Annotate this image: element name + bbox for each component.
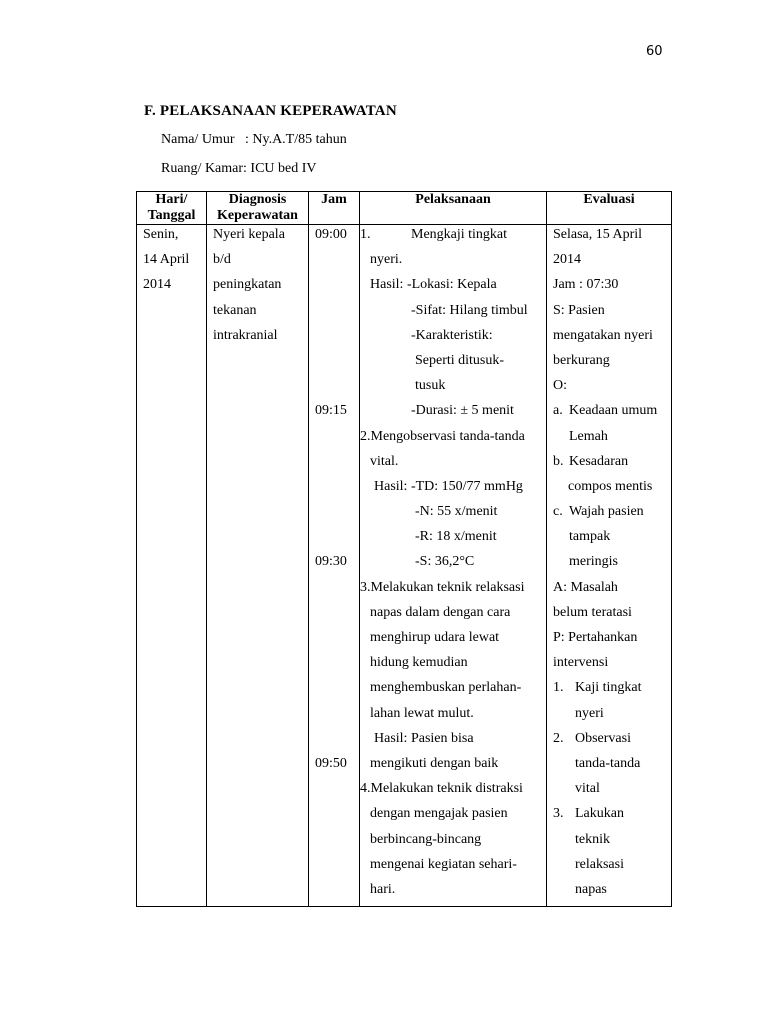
- impl-line: hidung kemudian: [370, 655, 468, 671]
- header-day: [137, 192, 207, 225]
- eval-line: Jam : 07:30: [553, 277, 619, 293]
- time-value: 09:30: [315, 554, 347, 570]
- impl-line: -Karakteristik:: [411, 327, 493, 343]
- eval-line: S: Pasien: [553, 302, 605, 318]
- impl-line: tusuk: [415, 378, 446, 394]
- diagnosis-line: peningkatan: [213, 277, 282, 293]
- impl-line: mengenai kegiatan sehari-: [370, 856, 517, 872]
- impl-line: -Durasi: ± 5 menit: [411, 403, 514, 419]
- impl-line: 2.Mengobservasi tanda-tanda: [360, 428, 525, 444]
- eval-line: tampak: [569, 529, 611, 545]
- day-line: 14 April: [143, 252, 190, 268]
- eval-line: berkurang: [553, 352, 610, 368]
- day-line: 2014: [143, 277, 171, 293]
- impl-line: vital.: [370, 453, 399, 469]
- eval-line: intervensi: [553, 655, 609, 671]
- header-diagnosis-line2: Keperawatan: [217, 208, 298, 223]
- header-diagnosis-line1: Diagnosis: [228, 192, 287, 207]
- impl-line: dengan mengajak pasien: [370, 806, 508, 822]
- time-value: 09:00: [315, 227, 347, 242]
- eval-line: napas: [575, 881, 607, 897]
- eval-line: A: Masalah: [553, 579, 618, 595]
- time-value: 09:50: [315, 755, 347, 771]
- eval-line: nyeri: [575, 705, 604, 721]
- section-title: F. PELAKSANAAN KEPERAWATAN: [144, 103, 397, 119]
- eval-line: Selasa, 15 April: [553, 227, 643, 242]
- header-implementation: Pelaksanaan: [360, 192, 547, 225]
- eval-line: Wajah pasien: [569, 504, 644, 520]
- impl-line: mengikuti dengan baik: [370, 755, 499, 771]
- impl-line: menghirup udara lewat: [370, 630, 500, 645]
- eval-line: teknik: [575, 831, 610, 847]
- impl-line: napas dalam dengan cara: [370, 604, 511, 620]
- eval-line: P: Pertahankan: [553, 630, 638, 645]
- eval-line: Observasi: [575, 730, 631, 746]
- eval-marker: b.: [553, 453, 564, 469]
- diagnosis-line: Nyeri kepala: [213, 227, 285, 242]
- eval-line: Lakukan: [575, 806, 624, 822]
- eval-marker: a.: [553, 403, 563, 419]
- eval-line: tanda-tanda: [575, 755, 641, 771]
- day-line: Senin,: [143, 227, 179, 242]
- eval-marker: 1.: [553, 680, 564, 696]
- day-cell: [137, 225, 207, 907]
- impl-line: -R: 18 x/menit: [415, 529, 497, 545]
- eval-line: meringis: [569, 554, 618, 570]
- impl-line: nyeri.: [370, 252, 403, 268]
- header-evaluation: Evaluasi: [547, 192, 672, 225]
- eval-line: Kesadaran: [569, 453, 629, 469]
- impl-line: Hasil: -TD: 150/77 mmHg: [374, 478, 523, 494]
- impl-line: -N: 55 x/menit: [415, 504, 498, 520]
- table-header-row: [137, 192, 672, 225]
- eval-line: compos mentis: [568, 478, 653, 494]
- impl-line: Seperti ditusuk-: [415, 352, 505, 368]
- eval-line: relaksasi: [575, 856, 624, 872]
- evaluation-cell: [547, 225, 672, 907]
- diagnosis-line: tekanan: [213, 302, 257, 318]
- diagnosis-line: b/d: [213, 252, 231, 268]
- patient-name-line: Nama/ Umur : Ny.A.T/85 tahun: [161, 132, 347, 147]
- impl-line: 4.Melakukan teknik distraksi: [360, 781, 523, 797]
- impl-line: 3.Melakukan teknik relaksasi: [360, 579, 525, 595]
- header-time: Jam: [309, 192, 360, 225]
- eval-marker: 2.: [553, 730, 564, 746]
- impl-line: menghembuskan perlahan-: [370, 680, 522, 696]
- implementation-cell: [360, 225, 547, 907]
- page-number: 60: [646, 44, 663, 59]
- eval-line: Keadaan umum: [569, 403, 658, 419]
- eval-line: 2014: [553, 252, 581, 268]
- impl-line: Hasil: -Lokasi: Kepala: [370, 277, 497, 293]
- nursing-implementation-table: [136, 191, 672, 907]
- time-value: 09:15: [315, 403, 347, 419]
- eval-line: belum teratasi: [553, 604, 632, 620]
- impl-line: lahan lewat mulut.: [370, 705, 474, 721]
- patient-room-line: Ruang/ Kamar: ICU bed IV: [161, 161, 317, 176]
- impl-number-1: 1.: [360, 227, 371, 242]
- header-day-line1: Hari/: [155, 192, 188, 207]
- table-row: [137, 225, 672, 907]
- impl-line: Hasil: Pasien bisa: [374, 730, 474, 746]
- diagnosis-line: intrakranial: [213, 327, 278, 343]
- eval-line: Lemah: [569, 428, 608, 444]
- header-diagnosis: [207, 192, 309, 225]
- diagnosis-cell: [207, 225, 309, 907]
- eval-line: mengatakan nyeri: [553, 327, 653, 343]
- eval-line: vital: [575, 781, 600, 797]
- eval-line: O:: [553, 378, 567, 394]
- impl-line: -Sifat: Hilang timbul: [411, 302, 528, 318]
- impl-line: hari.: [370, 881, 396, 897]
- impl-line: -S: 36,2°C: [415, 554, 475, 570]
- time-cell: [309, 225, 360, 907]
- eval-marker: c.: [553, 504, 563, 520]
- header-day-line2: Tanggal: [147, 208, 196, 223]
- eval-line: Kaji tingkat: [575, 680, 642, 696]
- eval-marker: 3.: [553, 806, 564, 822]
- impl-line: berbincang-bincang: [370, 831, 482, 847]
- impl-line: Mengkaji tingkat: [411, 227, 508, 242]
